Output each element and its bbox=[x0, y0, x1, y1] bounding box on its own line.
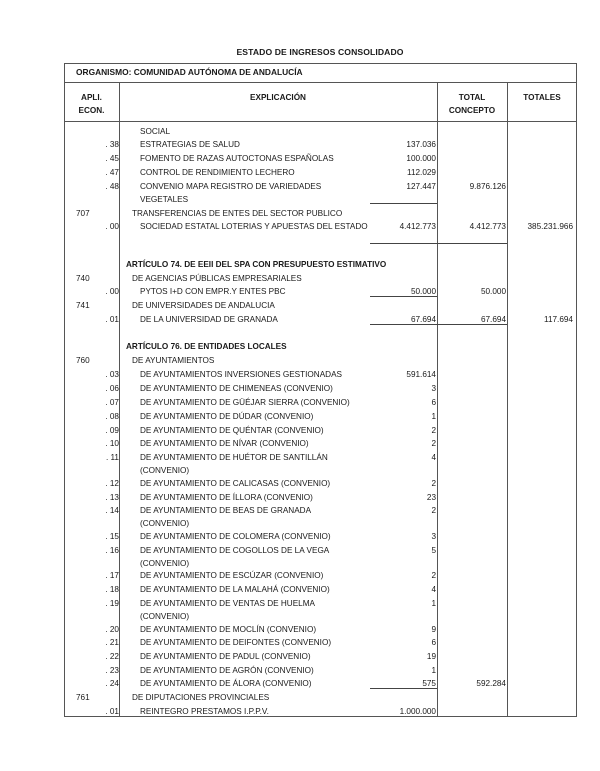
row-text: DE AYUNTAMIENTO DE NÍVAR (CONVENIO) bbox=[140, 439, 309, 448]
row-subcode: . 21 bbox=[105, 638, 119, 647]
organismo-label: ORGANISMO: COMUNIDAD AUTÓNOMA DE ANDALUCÍA bbox=[64, 63, 577, 83]
row-text: PYTOS I+D CON EMPR.Y ENTES PBC bbox=[140, 287, 286, 296]
row-amount: 19 bbox=[426, 652, 436, 661]
row-amount: 50.000 bbox=[410, 287, 436, 296]
row-total-concepto: 9.876.126 bbox=[469, 182, 506, 191]
subtotal-rule bbox=[370, 243, 507, 244]
row-text: SOCIAL bbox=[140, 127, 171, 136]
row-amount: 4 bbox=[431, 585, 436, 594]
row-text: DE AYUNTAMIENTO DE CHIMENEAS (CONVENIO) bbox=[140, 384, 333, 393]
row-text: DE AYUNTAMIENTO DE GÜÉJAR SIERRA (CONVENIO) bbox=[140, 398, 350, 407]
row-amount: 1 bbox=[431, 599, 436, 608]
row-amount: 3 bbox=[431, 384, 436, 393]
row-text: DE AYUNTAMIENTO DE QUÉNTAR (CONVENIO) bbox=[140, 426, 324, 435]
row-text: REINTEGRO PRESTAMOS I.P.P.V. bbox=[140, 707, 269, 716]
row-text: DE AYUNTAMIENTO DE LA MALAHÁ (CONVENIO) bbox=[140, 585, 330, 594]
row-total-concepto: 592.284 bbox=[476, 679, 506, 688]
row-text: DE AYUNTAMIENTOS INVERSIONES GESTIONADAS bbox=[140, 370, 342, 379]
document-title: ESTADO DE INGRESOS CONSOLIDADO bbox=[236, 47, 404, 57]
row-amount: 112.029 bbox=[407, 168, 436, 177]
row-text: DE UNIVERSIDADES DE ANDALUCIA bbox=[132, 301, 275, 310]
row-subcode: . 17 bbox=[105, 571, 119, 580]
row-code: 760 bbox=[76, 356, 90, 365]
row-text: DE LA UNIVERSIDAD DE GRANADA bbox=[140, 315, 278, 324]
row-subcode: . 09 bbox=[105, 426, 119, 435]
row-subcode: . 13 bbox=[105, 493, 119, 502]
article-heading: ARTÍCULO 74. DE EEII DEL SPA CON PRESUPUESTO ESTIMATIVO bbox=[126, 260, 387, 269]
row-subcode: . 07 bbox=[105, 398, 119, 407]
row-totales: 117.694 bbox=[544, 315, 573, 324]
row-subcode: . 10 bbox=[105, 439, 119, 448]
row-subcode: . 16 bbox=[105, 546, 119, 555]
row-subcode: . 18 bbox=[105, 585, 119, 594]
row-amount: 4 bbox=[431, 453, 436, 462]
header-apli: APLI. bbox=[81, 93, 102, 102]
divider-total-concepto bbox=[507, 83, 508, 717]
row-amount: 6 bbox=[431, 398, 436, 407]
row-amount: 1.000.000 bbox=[399, 707, 436, 716]
row-subcode: . 48 bbox=[105, 182, 119, 191]
row-text: DE AYUNTAMIENTO DE CALICASAS (CONVENIO) bbox=[140, 479, 331, 488]
subtotal-rule bbox=[370, 203, 437, 204]
row-amount: 2 bbox=[431, 426, 436, 435]
article-heading: ARTÍCULO 76. DE ENTIDADES LOCALES bbox=[126, 342, 287, 351]
row-amount: 100.000 bbox=[406, 154, 436, 163]
header-total-concepto bbox=[437, 83, 507, 122]
row-text: DE AYUNTAMIENTO DE ÁLORA (CONVENIO) bbox=[140, 679, 312, 688]
row-subcode: . 12 bbox=[105, 479, 119, 488]
header-explicacion bbox=[119, 83, 437, 122]
row-total-concepto: 50.000 bbox=[480, 287, 506, 296]
row-subcode: . 45 bbox=[105, 154, 119, 163]
row-subcode: . 15 bbox=[105, 532, 119, 541]
row-amount: 3 bbox=[431, 532, 436, 541]
row-subcode: . 01 bbox=[105, 315, 119, 324]
row-subcode: . 20 bbox=[105, 625, 119, 634]
row-text: DE AYUNTAMIENTO DE ESCÚZAR (CONVENIO) bbox=[140, 571, 324, 580]
row-amount: 2 bbox=[431, 571, 436, 580]
row-text: TRANSFERENCIAS DE ENTES DEL SECTOR PUBLICO bbox=[132, 209, 343, 218]
row-amount: 2 bbox=[431, 439, 436, 448]
divider-amount bbox=[437, 83, 438, 717]
divider-apli bbox=[119, 83, 120, 717]
row-amount: 23 bbox=[426, 493, 436, 502]
row-total-concepto: 4.412.773 bbox=[469, 222, 506, 231]
row-subcode: . 00 bbox=[105, 287, 119, 296]
row-subcode: . 03 bbox=[105, 370, 119, 379]
header-apli-econ bbox=[64, 83, 119, 122]
row-text: CONVENIO MAPA REGISTRO DE VARIEDADES VEGETALES bbox=[140, 182, 322, 204]
row-text: DE AYUNTAMIENTO DE BEAS DE GRANADA (CONVENIO) bbox=[140, 506, 311, 528]
row-code: 741 bbox=[76, 301, 90, 310]
row-amount: 137.036 bbox=[406, 140, 436, 149]
row-code: 740 bbox=[76, 274, 90, 283]
row-text: DE AYUNTAMIENTO DE COGOLLOS DE LA VEGA (CONVENIO) bbox=[140, 546, 329, 568]
row-subcode: . 38 bbox=[105, 140, 119, 149]
row-text: DE AYUNTAMIENTO DE COLOMERA (CONVENIO) bbox=[140, 532, 331, 541]
row-text: DE AYUNTAMIENTO DE DÚDAR (CONVENIO) bbox=[140, 412, 314, 421]
row-text: DE DIPUTACIONES PROVINCIALES bbox=[132, 693, 270, 702]
row-amount: 1 bbox=[431, 666, 436, 675]
row-code: 707 bbox=[76, 209, 90, 218]
row-subcode: . 22 bbox=[105, 652, 119, 661]
row-text: FOMENTO DE RAZAS AUTOCTONAS ESPAÑOLAS bbox=[140, 154, 334, 163]
header-econ: ECON. bbox=[78, 106, 105, 115]
row-text: CONTROL DE RENDIMIENTO LECHERO bbox=[140, 168, 295, 177]
row-text: SOCIEDAD ESTATAL LOTERIAS Y APUESTAS DEL ESTADO bbox=[140, 222, 368, 231]
row-text: DE AYUNTAMIENTO DE MOCLÍN (CONVENIO) bbox=[140, 625, 317, 634]
row-subcode: . 01 bbox=[105, 707, 119, 716]
row-subcode: . 19 bbox=[105, 599, 119, 608]
row-text: DE AYUNTAMIENTOS bbox=[132, 356, 215, 365]
row-total-concepto: 67.694 bbox=[480, 315, 506, 324]
row-text: DE AYUNTAMIENTO DE PADUL (CONVENIO) bbox=[140, 652, 311, 661]
header-totales-label: TOTALES bbox=[523, 93, 561, 102]
row-text: DE AYUNTAMIENTO DE AGRÓN (CONVENIO) bbox=[140, 666, 314, 675]
row-amount: 6 bbox=[431, 638, 436, 647]
header-total: TOTAL bbox=[458, 93, 486, 102]
row-subcode: . 11 bbox=[105, 453, 119, 462]
row-subcode: . 14 bbox=[105, 506, 119, 515]
row-amount: 591.614 bbox=[406, 370, 436, 379]
row-subcode: . 24 bbox=[105, 679, 119, 688]
row-subcode: . 23 bbox=[105, 666, 119, 675]
row-subcode: . 06 bbox=[105, 384, 119, 393]
row-amount: 4.412.773 bbox=[399, 222, 436, 231]
row-amount: 575 bbox=[422, 679, 436, 688]
row-text: DE AGENCIAS PÚBLICAS EMPRESARIALES bbox=[132, 274, 302, 283]
row-totales: 385.231.966 bbox=[527, 222, 573, 231]
row-subcode: . 47 bbox=[105, 168, 119, 177]
row-amount: 1 bbox=[431, 412, 436, 421]
row-amount: 67.694 bbox=[410, 315, 436, 324]
row-subcode: . 08 bbox=[105, 412, 119, 421]
row-text: DE AYUNTAMIENTO DE ÍLLORA (CONVENIO) bbox=[140, 493, 313, 502]
row-amount: 2 bbox=[431, 506, 436, 515]
row-amount: 2 bbox=[431, 479, 436, 488]
row-text: DE AYUNTAMIENTO DE HUÉTOR DE SANTILLÁN (CONVENIO) bbox=[140, 453, 328, 475]
row-amount: 127.447 bbox=[406, 182, 436, 191]
row-text: DE AYUNTAMIENTO DE VENTAS DE HUELMA (CONVENIO) bbox=[140, 599, 315, 621]
row-code: 761 bbox=[76, 693, 90, 702]
header-concepto: CONCEPTO bbox=[448, 106, 496, 115]
row-subcode: . 00 bbox=[105, 222, 119, 231]
row-text: ESTRATEGIAS DE SALUD bbox=[140, 140, 240, 149]
header-explicacion-label: EXPLICACIÓN bbox=[250, 93, 306, 102]
row-amount: 9 bbox=[431, 625, 436, 634]
row-text: DE AYUNTAMIENTO DE DEIFONTES (CONVENIO) bbox=[140, 638, 332, 647]
header-totales bbox=[507, 83, 577, 122]
row-amount: 5 bbox=[431, 546, 436, 555]
